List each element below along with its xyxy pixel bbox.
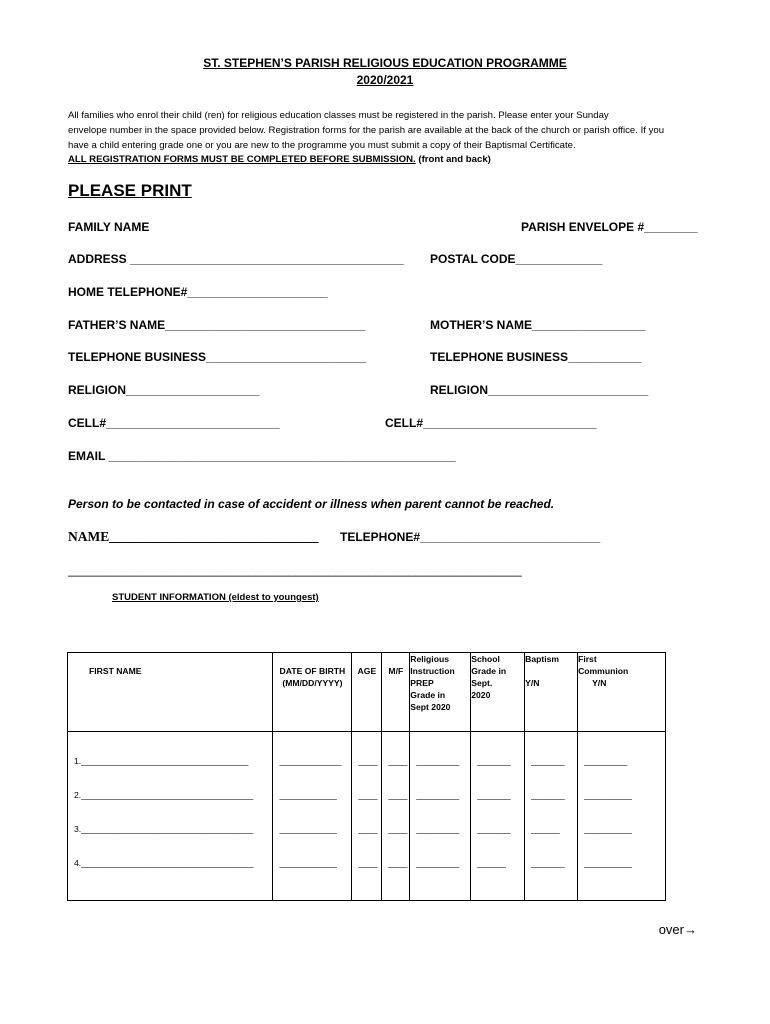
- father-telephone-business-field[interactable]: TELEPHONE BUSINESS________________________: [68, 350, 367, 364]
- student-1-mf[interactable]: ____: [388, 756, 408, 766]
- student-table-header: [68, 653, 666, 732]
- student-1-age[interactable]: ____: [358, 756, 378, 766]
- student-3-mf[interactable]: ____: [388, 824, 408, 834]
- mf-header: M/F: [382, 653, 410, 732]
- first-communion-header: First Communion Y/N: [578, 653, 666, 732]
- fathers-name-field[interactable]: FATHER’S NAME______________________________: [68, 318, 366, 332]
- intro-line-4: [68, 152, 491, 167]
- mother-telephone-business-field[interactable]: TELEPHONE BUSINESS___________: [430, 350, 642, 364]
- student-2-age[interactable]: ____: [358, 790, 378, 800]
- intro-line-1: All families who enrol their child (ren) for religious education classes must be registered in the parish. Please enter your Sunday: [68, 110, 609, 121]
- student-2-first-communion[interactable]: __________: [584, 790, 632, 800]
- mf-column: [382, 732, 410, 901]
- student-1-name[interactable]: 1.___________________________________: [74, 756, 249, 766]
- student-4-school-grade[interactable]: ______: [477, 858, 506, 868]
- mothers-name-field[interactable]: MOTHER’S NAME_________________: [430, 318, 646, 332]
- mother-religion-field[interactable]: RELIGION________________________: [430, 383, 649, 397]
- student-table-body: [68, 732, 666, 901]
- student-4-dob[interactable]: ____________: [279, 858, 337, 868]
- emergency-telephone-field[interactable]: TELEPHONE#___________________________: [340, 530, 601, 544]
- student-4-name[interactable]: 4.____________________________________: [74, 858, 254, 868]
- student-table: [67, 652, 666, 901]
- please-print-heading: PLEASE PRINT: [68, 181, 192, 200]
- student-4-mf[interactable]: ____: [388, 858, 408, 868]
- student-2-school-grade[interactable]: _______: [477, 790, 511, 800]
- address-field[interactable]: ADDRESS _________________________________________: [68, 252, 404, 266]
- form-year: 2020/2021: [356, 73, 414, 87]
- mother-cell-field[interactable]: CELL#__________________________: [385, 416, 597, 430]
- student-2-religious-grade[interactable]: _________: [416, 790, 460, 800]
- emergency-extra-line[interactable]: ____________________________________________________________________: [68, 563, 522, 577]
- student-3-religious-grade[interactable]: _________: [416, 824, 460, 834]
- submission-notice: ALL REGISTRATION FORMS MUST BE COMPLETED BEFORE SUBMISSION.: [68, 154, 416, 165]
- student-1-religious-grade[interactable]: _________: [416, 756, 460, 766]
- religious-instruction-header: Religious Instruction PREP Grade in Sept 2020: [410, 653, 471, 732]
- postal-code-field[interactable]: POSTAL CODE_____________: [430, 252, 603, 266]
- student-1-first-communion[interactable]: _________: [584, 756, 628, 766]
- first-name-header: FIRST NAME: [68, 653, 273, 732]
- student-2-mf[interactable]: ____: [388, 790, 408, 800]
- student-2-name[interactable]: 2.____________________________________: [74, 790, 254, 800]
- dob-column: [273, 732, 352, 901]
- email-field[interactable]: EMAIL ____________________________________________________: [68, 449, 456, 463]
- school-grade-header: School Grade in Sept. 2020: [471, 653, 525, 732]
- first-communion-column: [578, 732, 666, 901]
- student-4-age[interactable]: ____: [358, 858, 378, 868]
- student-3-first-communion[interactable]: __________: [584, 824, 632, 834]
- first-name-column: [68, 732, 273, 901]
- father-religion-field[interactable]: RELIGION____________________: [68, 383, 260, 397]
- parish-envelope-field[interactable]: PARISH ENVELOPE #________: [521, 220, 698, 234]
- student-3-baptism[interactable]: ______: [531, 824, 560, 834]
- religious-instruction-column: [410, 732, 471, 901]
- student-4-baptism[interactable]: _______: [531, 858, 565, 868]
- student-3-school-grade[interactable]: _______: [477, 824, 511, 834]
- intro-line-2: envelope number in the space provided below. Registration forms for the parish are available at the back of the church or parish office. If you: [68, 125, 665, 136]
- over-page-indicator: over→: [658, 922, 697, 937]
- dob-header: DATE OF BIRTH (MM/DD/YYYY): [273, 653, 352, 732]
- father-cell-field[interactable]: CELL#__________________________: [68, 416, 280, 430]
- student-1-baptism[interactable]: _______: [531, 756, 565, 766]
- student-1-dob[interactable]: _____________: [279, 756, 342, 766]
- baptism-header: Baptism Y/N: [525, 653, 578, 732]
- student-3-age[interactable]: ____: [358, 824, 378, 834]
- emergency-name-field[interactable]: NAME_______________________________: [68, 529, 319, 544]
- age-column: [352, 732, 382, 901]
- student-1-school-grade[interactable]: _______: [477, 756, 511, 766]
- student-2-baptism[interactable]: _______: [531, 790, 565, 800]
- school-grade-column: [471, 732, 525, 901]
- front-and-back-note: (front and back): [415, 154, 491, 165]
- student-information-label: STUDENT INFORMATION (eldest to youngest): [112, 592, 319, 603]
- intro-line-3: have a child entering grade one or you are new to the programme you must submit a copy of their Baptismal Certificate.: [68, 140, 576, 151]
- family-name-field[interactable]: FAMILY NAME: [68, 220, 150, 234]
- emergency-contact-heading: Person to be contacted in case of accident or illness when parent cannot be reached.: [68, 497, 555, 511]
- student-3-dob[interactable]: ____________: [279, 824, 337, 834]
- student-3-name[interactable]: 3.____________________________________: [74, 824, 254, 834]
- home-telephone-field[interactable]: HOME TELEPHONE#_____________________: [68, 285, 328, 299]
- student-2-dob[interactable]: ____________: [279, 790, 337, 800]
- baptism-column: [525, 732, 578, 901]
- age-header: AGE: [352, 653, 382, 732]
- student-4-first-communion[interactable]: __________: [584, 858, 632, 868]
- form-title: ST. STEPHEN’S PARISH RELIGIOUS EDUCATION PROGRAMME: [203, 56, 567, 70]
- student-4-religious-grade[interactable]: _________: [416, 858, 460, 868]
